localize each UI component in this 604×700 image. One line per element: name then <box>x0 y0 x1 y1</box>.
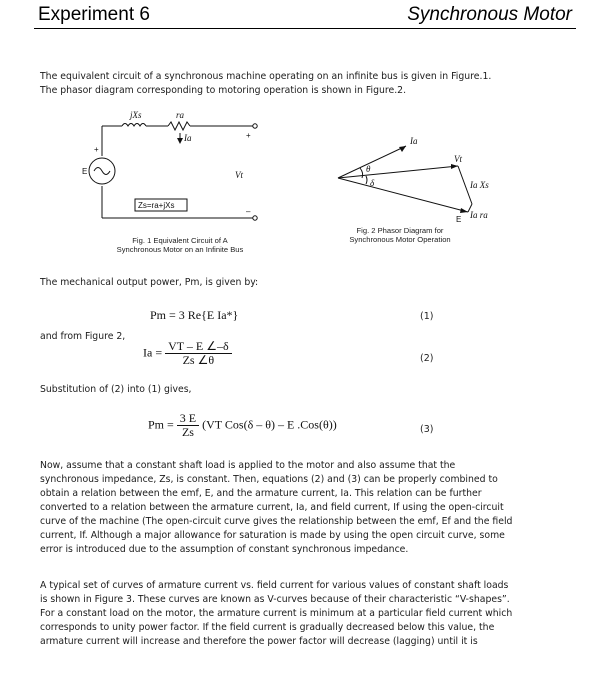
equation-3-fraction <box>177 412 199 439</box>
figure-2-caption: Fig. 2 Phasor Diagram for Synchronous Motor Operation <box>349 226 451 244</box>
mech-power-text: The mechanical output power, Pm, is given by: <box>40 277 259 288</box>
label-ra: ra <box>176 110 185 120</box>
phasor-vt <box>338 166 458 178</box>
paragraph-2-line: corresponds to unity power factor. If the field current is gradually decreased below this value, the <box>40 622 495 633</box>
label-delta: δ <box>370 178 375 188</box>
equation-1-number: (1) <box>420 311 434 322</box>
phasor-e <box>338 178 468 212</box>
equation-2-fraction <box>165 340 232 367</box>
equation-2-lhs: Ia = <box>143 345 163 360</box>
equation-3-number: (3) <box>420 424 434 435</box>
equation-2-numerator: VT – E ∠–δ <box>165 340 232 354</box>
intro-line-2: The phasor diagram corresponding to motoring operation is shown in Figure.2. <box>40 85 407 96</box>
paragraph-1-line: converted to a relation between the armature current, Ia, and field current, If using the open-circuit <box>40 502 504 513</box>
label-vt-fig1: Vt <box>235 170 243 180</box>
label-iaxs: Ia Xs <box>470 180 489 190</box>
paragraph-1-line: synchronous impedance, Zs, is constant. Then, equations (2) and (3) can be properly combined to <box>40 474 498 485</box>
paragraph-2-line: is shown in Figure 3. These curves are known as V-curves because of their characteristic “V-shapes”. <box>40 594 510 605</box>
label-e-fig1: E <box>82 167 88 176</box>
label-ia-fig1: Ia <box>184 133 192 143</box>
substitution-text: Substitution of (2) into (1) gives, <box>40 384 192 395</box>
label-jxs: jXs <box>130 110 142 120</box>
label-ia-fig2: Ia <box>410 136 418 146</box>
figure-1-circuit <box>80 108 270 228</box>
paragraph-1-line: Now, assume that a constant shaft load is applied to the motor and also assume that the <box>40 460 456 471</box>
paragraph-1-line: obtain a relation between the emf, E, and the armature current, Ia. This relation can be further <box>40 488 482 499</box>
paragraph-2-line: A typical set of curves of armature current vs. field current for various values of constant shaft loads <box>40 580 509 591</box>
header-rule <box>34 28 576 29</box>
phasor-ia <box>338 146 406 178</box>
paragraph-1-line: error is introduced due to the assumption of constant synchronous impedance. <box>40 544 409 555</box>
equation-1: Pm = 3 Re{E Ia*} <box>150 308 239 322</box>
label-term-plus: + <box>246 131 251 140</box>
figure-1-caption: Fig. 1 Equivalent Circuit of A Synchronous Motor on an Infinite Bus <box>116 236 244 254</box>
equation-2-denominator: Zs ∠θ <box>182 353 215 367</box>
label-vt-fig2: Vt <box>454 154 462 164</box>
label-theta: θ <box>366 164 371 174</box>
resistor-zigzag <box>168 122 190 130</box>
paragraph-1-line: curve of the machine (The open-circuit curve gives the relationship between the emf, Ef and the field <box>40 516 513 527</box>
equation-3-numerator: 3 E <box>177 412 199 426</box>
from-figure-text: and from Figure 2, <box>40 331 126 342</box>
paragraph-1 <box>40 459 570 557</box>
paragraph-2 <box>40 579 570 649</box>
label-e-fig2: E <box>456 215 462 224</box>
equation-3-denominator: Zs <box>181 425 194 439</box>
label-iara: Ia ra <box>470 210 488 220</box>
figure-2-phasor-diagram <box>330 130 500 230</box>
header-experiment-title: Experiment 6 <box>38 4 150 25</box>
paragraph-1-line: current, If. Although a major allowance for saturation is made by using the open circuit curve, some <box>40 530 505 541</box>
equation-3-lhs: Pm = <box>148 417 174 432</box>
paragraph-2-line: For a constant load on the motor, the armature current is minimum at a particular field current which <box>40 608 513 619</box>
intro-line-1: The equivalent circuit of a synchronous machine operating on an infinite bus is given in Figure.1. <box>40 71 492 82</box>
equation-3-rhs: (VT Cos(δ – θ) – E .Cos(θ)) <box>202 417 337 432</box>
equation-2-number: (2) <box>420 353 434 364</box>
reactance-coil <box>122 124 146 127</box>
equation-3 <box>148 412 337 439</box>
label-source-plus: + <box>94 145 99 154</box>
impedance-box-label: Zs=ra+jXs <box>138 201 175 210</box>
equation-2 <box>143 340 232 367</box>
header-topic-title: Synchronous Motor <box>407 4 572 25</box>
label-term-minus: – <box>246 207 251 216</box>
paragraph-2-line: armature current will increase and therefore the power factor will decrease (lagging) until it is <box>40 636 478 647</box>
